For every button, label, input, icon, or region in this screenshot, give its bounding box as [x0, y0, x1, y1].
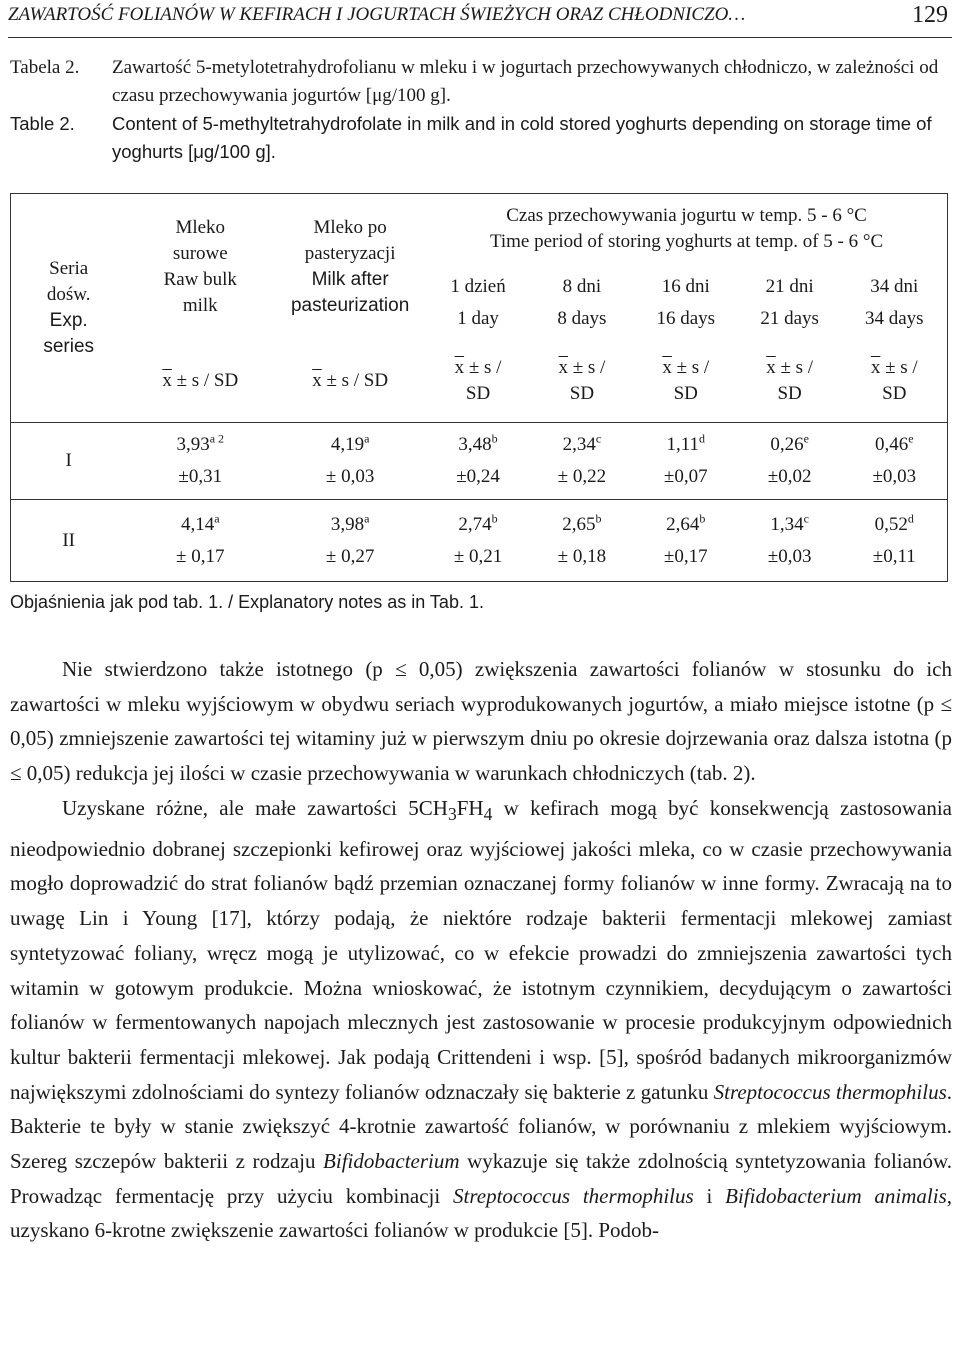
data-cell: 4,19$^a$ ± 0,03 — [274, 423, 426, 500]
day-header: 16 dni 16 days — [656, 275, 716, 329]
series-label: I — [11, 423, 127, 500]
data-cell: $3,93^{a 2}$ ±0,31 — [126, 423, 274, 500]
data-cell: 2,65$^b$ ± 0,18 — [530, 500, 634, 582]
paragraph-2: Uzyskane różne, ale małe zawartości $5CH_3FH_4$ w kefirach mogą być konsekwencją zastosowania nieodpowiednio dobranej szczepionki kefirowej oraz wyjściowej jakości mleka, co w czasie przechowywania mogło doprowadzić do strat folianów bądź przemian oznaczanej formy folianów w inne formy. Zwracają na to uwagę Lin i Young [17], którzy podają, że niektóre rodzaje bakterii fermentacji mlekowej zamiast syntetyzować foliany, wręcz mogą je utylizować, co w efekcie prowadzi do zmniejszenia zawartości tych witamin w gotowym produkcie. Można wnioskować, że istotnym czynnikiem, decydującym o zawartości folianów w fermentowanych napojach mlecznych jest zastosowanie w procesie produkcyjnym odpowiednich kultur bakterii fermentacji mlekowej. Jak podają Crittendeni i wsp. [5], spośród badanych mikroorganizmów największymi zdolnościami do syntezy folianów odznaczały się bakterie z gatunku Streptococcus thermophilus. Bakterie te były w stanie zwiększyć 4-krotnie zawartość folianów, w porównaniu z mlekiem wyjściowym. Szereg szczepów bakterii z rodzaju Bifidobacterium wykazuje się także zdolnością syntetyzowania folianów. Prowadząc fermentację przy użyciu kombinacji Streptococcus thermophilus i Bifidobacterium animalis, uzyskano 6-krotne zwiększenie zawartości folianów w produkcie [5]. Podob- — [10, 795, 953, 1243]
data-cell: 0,26$^e$ ±0,02 — [738, 423, 842, 500]
data-cell: 2,64$^b$ ±0,17 — [634, 500, 738, 582]
data-cell: 3,48$^b$ ±0,24 — [426, 423, 530, 500]
col-header-storage-time: Czas przechowywania jogurtu w temp. 5 - 6 °C Time period of storing yoghurts at temp. of 5 - 6 °C — [489, 205, 884, 253]
col-header-series: Seria dośw. Exp. series — [43, 258, 95, 357]
caption-pl-label: Tabela 2. — [10, 57, 80, 78]
data-cell: 1,11$^d$ ±0,07 — [634, 423, 738, 500]
table-row — [11, 423, 948, 500]
stat-header: $\overline{x} \pm s$ / SD — [558, 357, 606, 405]
header-row-1 — [11, 194, 948, 265]
data-cell: 0,52$^d$ ±0,11 — [842, 500, 948, 582]
day-header: 34 dni 34 days — [865, 275, 924, 329]
day-header: 21 dni 21 days — [760, 275, 819, 329]
data-cell: 2,34$^c$ ± 0,22 — [530, 423, 634, 500]
stat-header: $\overline{x} \pm s$ / SD — [312, 370, 389, 392]
data-cell: 0,46$^e$ ±0,03 — [842, 423, 948, 500]
header-divider — [8, 37, 952, 38]
series-label: II — [11, 500, 127, 582]
stat-header: $\overline{x} \pm s$ / SD — [766, 357, 814, 405]
data-cell: 4,14$^a$ ± 0,17 — [126, 500, 274, 582]
folate-table — [10, 193, 948, 582]
day-header: 1 dzień 1 day — [450, 275, 506, 329]
col-header-pasteurized-milk: Mleko po pasteryzacji Milk after pasteurization — [290, 217, 410, 317]
stat-header: $\overline{x} \pm s$ / SD — [454, 357, 502, 405]
header-row-stats — [11, 341, 948, 423]
data-cell: 3,98$^a$ ± 0,27 — [274, 500, 426, 582]
stat-header: $\overline{x} \pm s$ / SD — [662, 357, 710, 405]
caption-pl-text: Zawartość 5-metylotetrahydrofolianu w mleku i w jogurtach przechowywanych chłodniczo, w zależności od czasu przechowywania jogurtów [μg/100 g]. — [112, 57, 939, 106]
caption-en-text: Content of 5-methyltetrahydrofolate in milk and in cold stored yoghurts depending on storage time of yoghurts [μg/100 g]. — [112, 113, 932, 162]
body-text — [10, 652, 952, 1248]
running-head-title: ZAWARTOŚĆ FOLIANÓW W KEFIRACH I JOGURTACH ŚWIEŻYCH ORAZ CHŁODNICZO… — [8, 4, 746, 25]
stat-header: $\overline{x} \pm s$ / SD — [162, 370, 239, 392]
table-notes: Objaśnienia jak pod tab. 1. / Explanatory notes as in Tab. 1. — [10, 592, 484, 612]
page-number: 129 — [912, 2, 948, 28]
running-head — [8, 4, 952, 34]
data-cell: 2,74$^b$ ± 0,21 — [426, 500, 530, 582]
table-row — [11, 500, 948, 582]
day-header: 8 dni 8 days — [557, 275, 607, 329]
paragraph-1: Nie stwierdzono także istotnego (p ≤ 0,05) zwiększenia zawartości folianów w stosunku do ich zawartości w mleku wyjściowym w obydwu seriach wyprodukowanych jogurtów, a miało miejsce istotne (p ≤ 0,05) zmniejszenie zawartości tej witaminy już w pierwszym dniu po okresie dojrzewania oraz dalsza istotna (p ≤ 0,05) redukcja jej ilości w czasie przechowywania w warunkach chłodniczych (tab. 2). — [10, 657, 952, 786]
stat-header: $\overline{x} \pm s$ / SD — [870, 357, 918, 405]
caption-en-label: Table 2. — [10, 113, 75, 134]
col-header-raw-milk: Mleko surowe Raw bulk milk — [163, 217, 237, 317]
data-cell: 1,34$^c$ ±0,03 — [738, 500, 842, 582]
